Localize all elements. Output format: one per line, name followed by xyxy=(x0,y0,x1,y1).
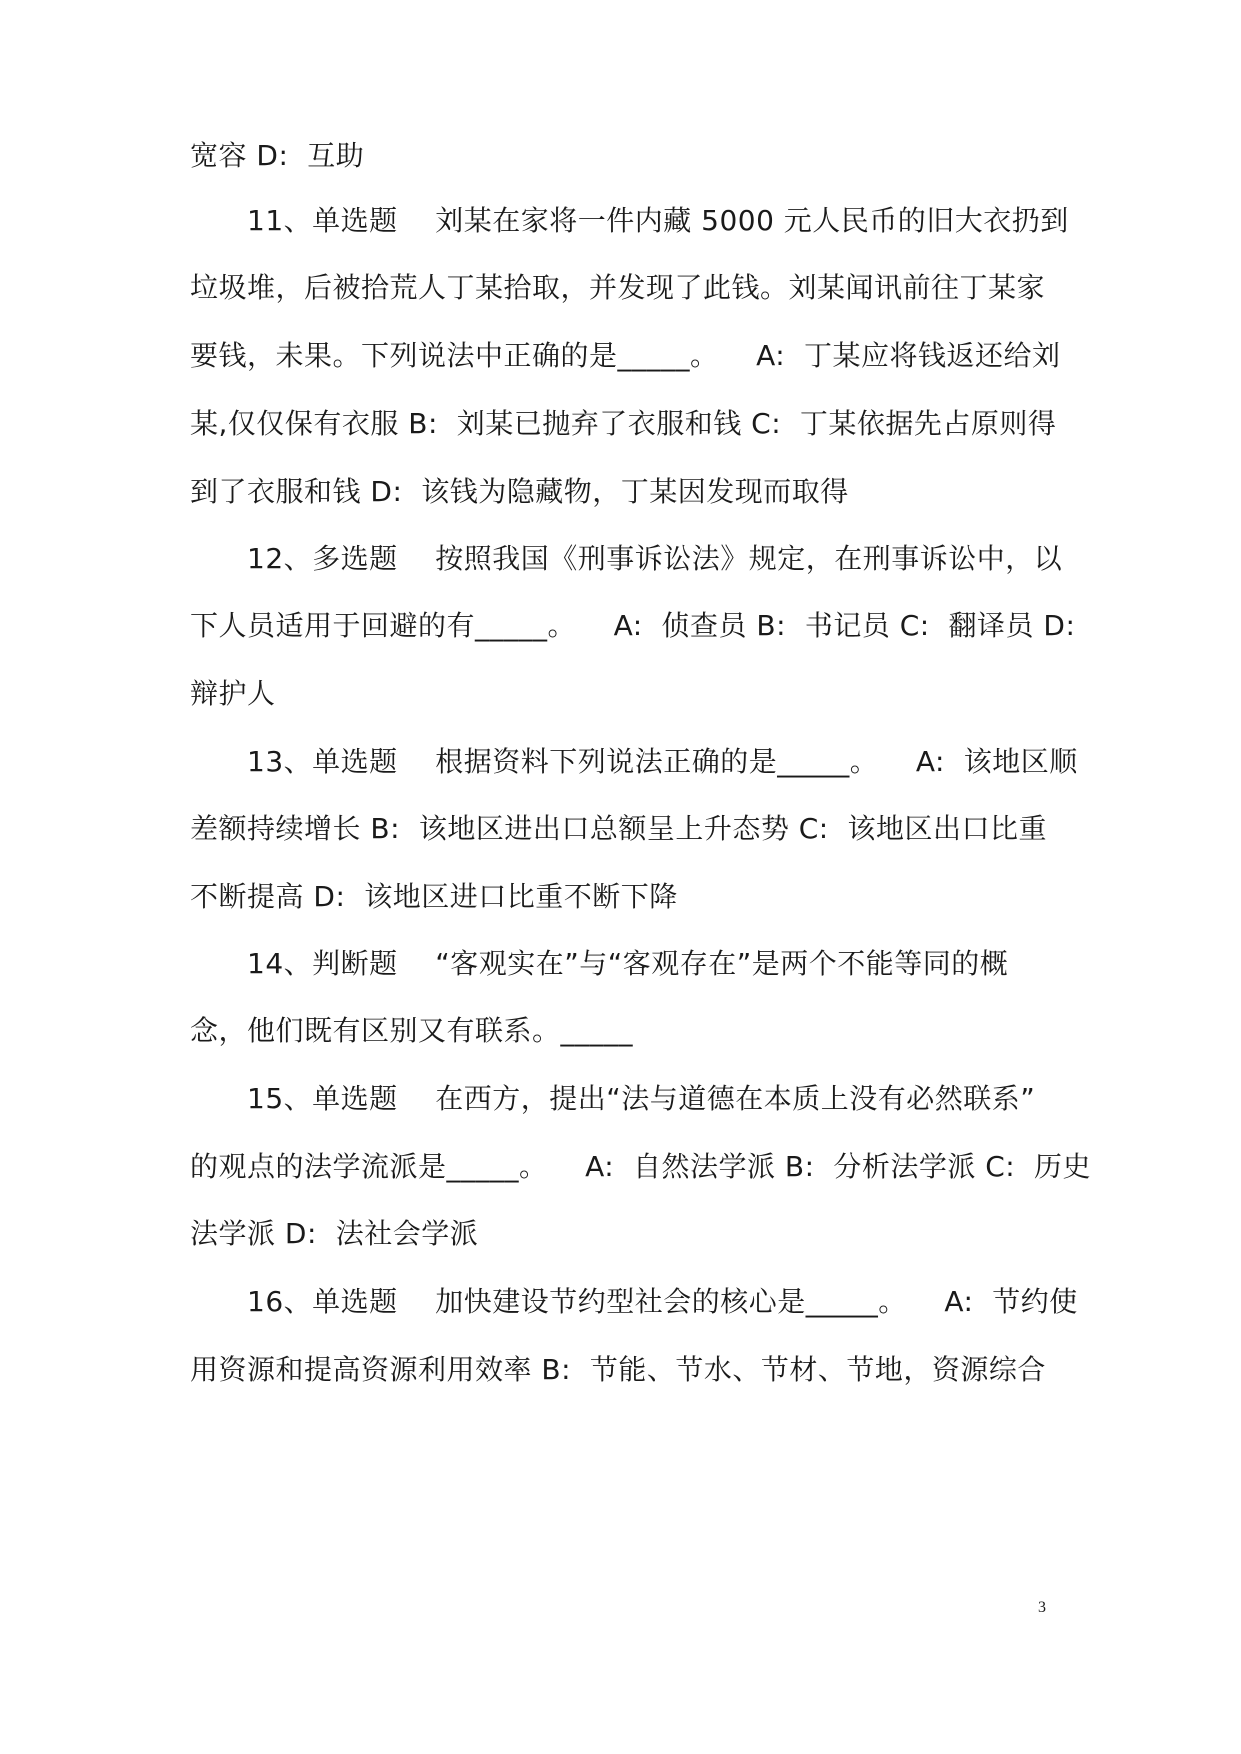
question-13-line: 13、单选题 根据资料下列说法正确的是_____。 A: 该地区顺 xyxy=(247,745,1078,778)
text-line: 不断提高 D: 该地区进口比重不断下降 xyxy=(190,880,678,913)
question-11-line: 11、单选题 刘某在家将一件内藏 5000 元人民币的旧大衣扔到 xyxy=(247,204,1069,237)
text-line: 法学派 D: 法社会学派 xyxy=(190,1217,479,1250)
text-line: 下人员适用于回避的有_____。 A: 侦查员 B: 书记员 C: 翻译员 D: xyxy=(190,609,1076,642)
text-line: 念，他们既有区别又有联系。_____ xyxy=(190,1014,634,1047)
text-line: 某,仅仅保有衣服 B: 刘某已抛弃了衣服和钱 C: 丁某依据先占原则得 xyxy=(190,407,1057,440)
question-14-line: 14、判断题 “客观实在”与“客观存在”是两个不能等同的概 xyxy=(247,947,1009,980)
question-15-line: 15、单选题 在西方，提出“法与道德在本质上没有必然联系” xyxy=(247,1082,1036,1115)
question-16-line: 16、单选题 加快建设节约型社会的核心是_____。 A: 节约使 xyxy=(247,1285,1078,1318)
text-line: 的观点的法学流派是_____。 A: 自然法学派 B: 分析法学派 C: 历史 xyxy=(190,1150,1092,1183)
text-line: 垃圾堆，后被拾荒人丁某拾取，并发现了此钱。刘某闻讯前往丁某家 xyxy=(190,271,1046,304)
page-number: 3 xyxy=(1038,1599,1046,1616)
question-12-line: 12、多选题 按照我国《刑事诉讼法》规定，在刑事诉讼中，以 xyxy=(247,542,1063,575)
text-line: 用资源和提高资源利用效率 B: 节能、节水、节材、节地，资源综合 xyxy=(190,1353,1046,1386)
text-line: 到了衣服和钱 D: 该钱为隐藏物，丁某因发现而取得 xyxy=(190,475,849,508)
text-line: 宽容 D: 互助 xyxy=(190,139,365,172)
text-line: 要钱，未果。下列说法中正确的是_____。 A: 丁某应将钱返还给刘 xyxy=(190,339,1061,372)
text-line: 差额持续增长 B: 该地区进出口总额呈上升态势 C: 该地区出口比重 xyxy=(190,812,1048,845)
text-line: 辩护人 xyxy=(190,677,276,710)
